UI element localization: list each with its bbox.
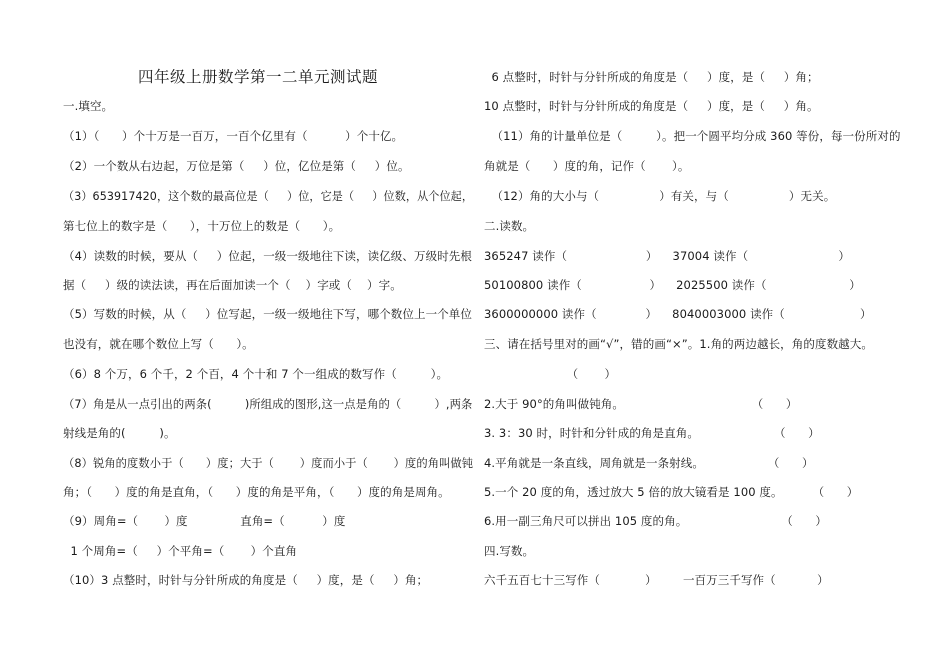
question-8-line-2: 角；（ ）度的角是直角，（ ）度的角是平角，（ ）度的角是周角。 [63, 485, 450, 499]
section-write-numbers-heading: 四.写数。 [484, 544, 535, 558]
true-false-item-6: 6.用一副三角尺可以拼出 105 度的角。 （ ） [484, 514, 827, 528]
question-3-line-1: （3）653917420，这个数的最高位是（ ）位，它是（ ）位数，从个位起， [63, 189, 474, 203]
page-title: 四年级上册数学第一二单元测试题 [138, 68, 379, 86]
question-7-line-2: 射线是角的( )。 [63, 426, 176, 440]
question-11-line-1: （11）角的计量单位是（ ）。把一个圆平均分成 360 等份，每一份所对的 [484, 129, 901, 143]
true-false-item-3: 3. 3：30 时，时针和分针成的角是直角。 （ ） [484, 426, 820, 440]
question-2: （2）一个数从右边起，万位是第（ ）位，亿位是第（ ）位。 [63, 159, 410, 173]
question-4-line-2: 据（ ）级的读法读，再在后面加读一个（ ）字或（ ）字。 [63, 278, 402, 292]
write-number-row-1: 六千五百七十三写作（ ） 一百万三千写作（ ） [484, 573, 829, 587]
true-false-item-4: 4.平角就是一条直线，周角就是一条射线。 （ ） [484, 456, 814, 470]
section-true-false-heading: 三、请在括号里对的画“√”，错的画“×”。1.角的两边越长，角的度数越大。 [484, 337, 873, 351]
read-number-row-3: 3600000000 读作（ ） 8040003000 读作（ ） [484, 307, 872, 321]
question-12: （12）角的大小与（ ）有关，与（ ）无关。 [484, 189, 836, 203]
question-11-line-2: 角就是（ ）度的角，记作（ ）。 [484, 159, 690, 173]
question-6: （6）8 个万，6 个千，2 个百，4 个十和 7 个一组成的数写作（ ）。 [63, 367, 449, 381]
question-7-line-1: （7）角是从一点引出的两条( )所组成的图形,这一点是角的（ ）,两条 [63, 397, 473, 411]
true-false-item-2: 2.大于 90°的角叫做钝角。 （ ） [484, 397, 798, 411]
true-false-answer-1: （ ） [484, 367, 617, 381]
question-9-line-2: 1 个周角=（ ）个平角=（ ）个直角 [63, 544, 298, 558]
question-10-line-3: 10 点整时，时针与分针所成的角度是（ ）度，是（ ）角。 [484, 99, 819, 113]
section-read-numbers-heading: 二.读数。 [484, 219, 535, 233]
read-number-row-2: 50100800 读作（ ） 2025500 读作（ ） [484, 278, 861, 292]
true-false-item-5: 5.一个 20 度的角，透过放大 5 倍的放大镜看是 100 度。 （ ） [484, 485, 859, 499]
section-fill-blank-heading: 一.填空。 [63, 99, 114, 113]
question-1: （1）（ ）个十万是一百万，一百个亿里有（ ）个十亿。 [63, 129, 404, 143]
question-4-line-1: （4）读数的时候，要从（ ）位起，一级一级地往下读，读亿级、万级时先根 [63, 249, 472, 263]
question-10-line-2: 6 点整时，时针与分针所成的角度是（ ）度，是（ ）角； [484, 70, 819, 84]
question-10-line-1: （10）3 点整时，时针与分针所成的角度是（ ）度，是（ ）角； [63, 573, 429, 587]
question-3-line-2: 第七位上的数字是（ ），十万位上的数是（ ）。 [63, 219, 341, 233]
question-5-line-1: （5）写数的时候，从（ ）位写起，一级一级地往下写，哪个数位上一个单位 [63, 307, 472, 321]
question-5-line-2: 也没有，就在哪个数位上写（ ）。 [63, 337, 254, 351]
read-number-row-1: 365247 读作（ ） 37004 读作（ ） [484, 249, 850, 263]
question-9-line-1: （9）周角=（ ）度 直角=（ ）度 [63, 514, 346, 528]
question-8-line-1: （8）锐角的度数小于（ ）度；大于（ ）度而小于（ ）度的角叫做钝 [63, 456, 474, 470]
